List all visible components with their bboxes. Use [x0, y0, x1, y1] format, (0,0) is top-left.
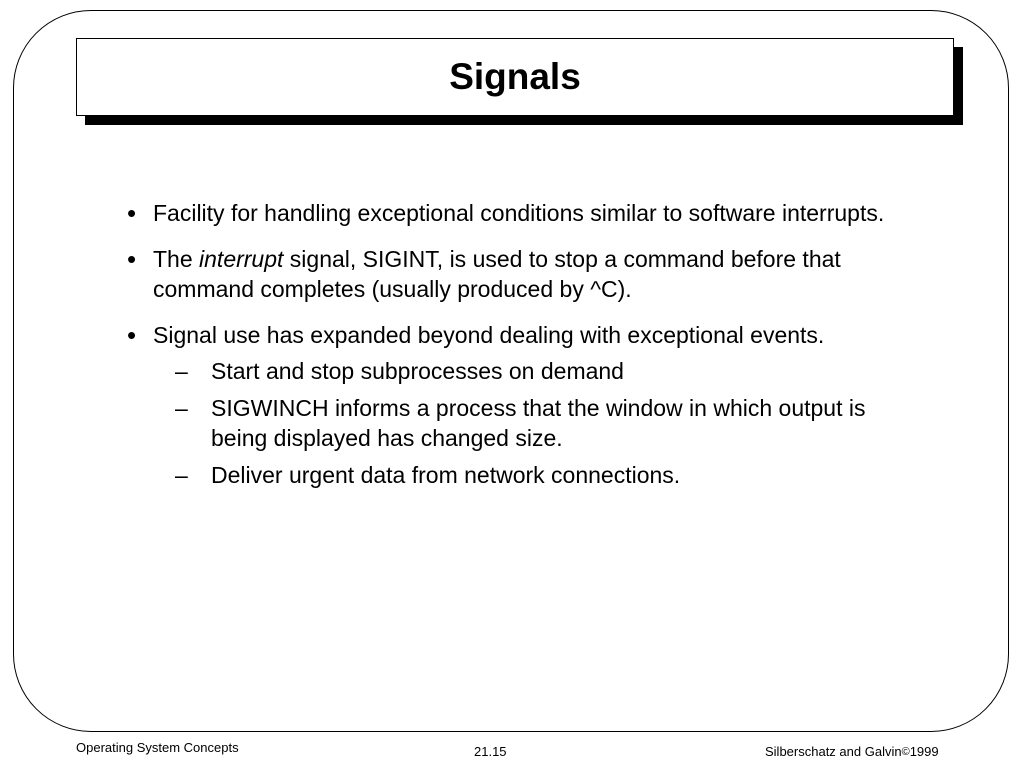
sub-bullet-text: SIGWINCH informs a process that the window in which output is being displayed has changed size. [211, 395, 866, 451]
sub-bullet-item [153, 460, 906, 490]
sub-bullet-text: Deliver urgent data from network connections. [211, 462, 681, 488]
dash-icon: – [175, 358, 188, 384]
bullet-text-prefix: The [153, 246, 200, 272]
footer-page-number: 21.15 [474, 744, 507, 759]
bullet-dot-icon: • [127, 198, 137, 228]
slide-title: Signals [449, 56, 581, 97]
bullet-item [126, 320, 906, 490]
copyright-icon: © [901, 746, 910, 758]
sub-bullet-text: Start and stop subprocesses on demand [211, 358, 624, 384]
bullet-dot-icon: • [127, 320, 137, 350]
bullet-text-suffix: signal, SIGINT, is used to stop a command before that command completes (usually produced by ^C). [153, 246, 841, 302]
bullet-list [126, 198, 906, 506]
title-box [76, 38, 954, 116]
dash-icon: – [175, 395, 188, 421]
footer-year: 1999 [909, 744, 939, 759]
dash-icon: – [175, 462, 188, 488]
sub-bullet-item [153, 356, 906, 386]
bullet-dot-icon: • [127, 244, 137, 274]
bullet-text: Facility for handling exceptional conditions similar to software interrupts. [153, 200, 885, 226]
bullet-text-emphasis: interrupt [199, 246, 284, 272]
footer-author-credit [765, 744, 939, 760]
bullet-item [126, 244, 906, 304]
footer-course-title: Operating System Concepts [76, 740, 239, 755]
footer-authors: Silberschatz and Galvin [765, 744, 902, 759]
bullet-item [126, 198, 906, 228]
bullet-text: Signal use has expanded beyond dealing with exceptional events. [153, 322, 825, 348]
sub-bullet-item [153, 393, 906, 453]
sub-bullet-list [153, 356, 906, 490]
